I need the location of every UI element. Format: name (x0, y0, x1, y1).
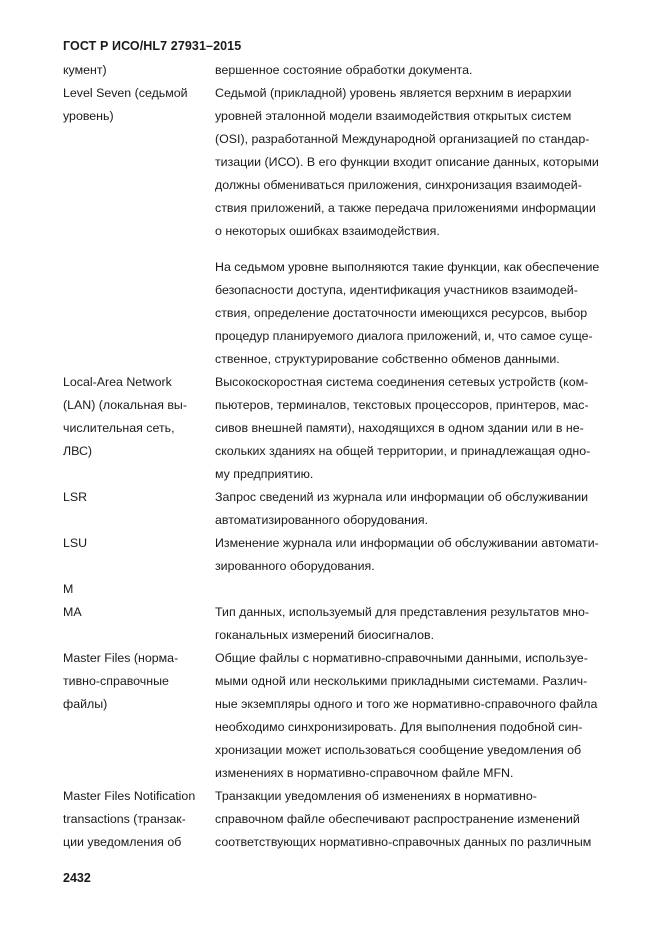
glossary-entry (63, 59, 633, 82)
term-line: Master Files (норма- (63, 651, 179, 665)
definition-line: (OSI), разработанной Международной организацией по стандар- (215, 132, 590, 146)
glossary-entry (63, 532, 633, 578)
glossary-term (63, 578, 215, 601)
definition-line: пьютеров, терминалов, текстовых процессоров, принтеров, мас- (215, 398, 589, 412)
definition-line: процедур планируемого диалога приложений, и, что самое суще- (215, 329, 593, 343)
definition-paragraph (215, 647, 633, 785)
term-line: LSU (63, 536, 88, 550)
glossary-definition (215, 532, 633, 578)
glossary-definition (215, 82, 633, 371)
definition-line: вершенное состояние обработки документа. (215, 63, 473, 77)
glossary-definition (215, 785, 633, 854)
glossary-definition (215, 486, 633, 532)
glossary-term (63, 601, 215, 647)
definition-line: ные экземпляры одного и того же нормативно-справочного файла (215, 697, 598, 711)
glossary-term (63, 647, 215, 785)
definition-line: мыми одной или несколькими прикладными системами. Различ- (215, 674, 588, 688)
glossary-definition (215, 578, 633, 601)
glossary-entry (63, 785, 633, 854)
term-line: файлы) (63, 697, 108, 711)
term-line: ЛВС) (63, 444, 93, 458)
definition-line: Транзакции уведомления об изменениях в нормативно- (215, 789, 537, 803)
glossary-entry (63, 647, 633, 785)
definition-paragraph (215, 371, 633, 486)
glossary-table (63, 59, 633, 854)
term-line: тивно-справочные (63, 674, 169, 688)
definition-line: Изменение журнала или информации об обслуживании автомати- (215, 536, 599, 550)
definition-line: необходимо синхронизировать. Для выполнения подобной син- (215, 720, 583, 734)
term-line: LSR (63, 490, 88, 504)
definition-line: автоматизированного оборудования. (215, 513, 429, 527)
glossary-term (63, 785, 215, 854)
glossary-term (63, 532, 215, 578)
term-line: Local-Area Network (63, 375, 172, 389)
definition-paragraph (215, 785, 633, 854)
glossary-term (63, 371, 215, 486)
definition-line: скольких зданиях на общей территории, и принадлежащая одно- (215, 444, 591, 458)
glossary-term (63, 486, 215, 532)
definition-line: ствия, определение достаточности имеющихся ресурсов, выбор (215, 306, 588, 320)
glossary-definition (215, 647, 633, 785)
definition-line: Высокоскоростная система соединения сетевых устройств (ком- (215, 375, 589, 389)
glossary-term (63, 59, 215, 82)
definition-paragraph (215, 532, 633, 578)
glossary-entry (63, 601, 633, 647)
definition-line: Седьмой (прикладной) уровень является верхним в иерархии (215, 86, 572, 100)
term-line: ции уведомления об (63, 835, 182, 849)
term-line: уровень) (63, 109, 114, 123)
definition-paragraph (215, 601, 633, 647)
term-line: кумент) (63, 63, 107, 77)
definition-paragraph (215, 256, 633, 371)
definition-line: ствия приложений, а также передача приложениями информации (215, 201, 596, 215)
definition-paragraph (215, 486, 633, 532)
definition-line: должны обмениваться приложения, синхронизация взаимодей- (215, 178, 582, 192)
term-line: MA (63, 605, 82, 619)
term-line: (LAN) (локальная вы- (63, 398, 187, 412)
term-line: Level Seven (седьмой (63, 86, 188, 100)
definition-line: тизации (ИСО). В его функции входит описание данных, которыми (215, 155, 599, 169)
definition-line: Запрос сведений из журнала или информации об обслуживании (215, 490, 589, 504)
glossary-definition (215, 601, 633, 647)
glossary-definition (215, 59, 633, 82)
term-line: transactions (транзак- (63, 812, 186, 826)
definition-line: Тип данных, используемый для представления результатов мно- (215, 605, 589, 619)
definition-line: му предприятию. (215, 467, 314, 481)
term-line: Master Files Notification (63, 789, 196, 803)
definition-line: сивов внешней памяти), находящихся в одном здании или в не- (215, 421, 584, 435)
glossary-term (63, 82, 215, 371)
definition-line: уровней эталонной модели взаимодействия открытых систем (215, 109, 572, 123)
glossary-entry (63, 578, 633, 601)
definition-line: Общие файлы с нормативно-справочными данными, используе- (215, 651, 588, 665)
page-number: 2432 (63, 871, 91, 885)
glossary-entry (63, 82, 633, 371)
definition-line: соответствующих нормативно-справочных данных по различным (215, 835, 592, 849)
glossary-entry (63, 371, 633, 486)
term-line: M (63, 582, 74, 596)
term-line: числительная сеть, (63, 421, 175, 435)
glossary-definition (215, 371, 633, 486)
definition-line: На седьмом уровне выполняются такие функции, как обеспечение (215, 260, 600, 274)
definition-line: гоканальных измерений биосигналов. (215, 628, 435, 642)
definition-line: изменениях в нормативно-справочном файле MFN. (215, 766, 514, 780)
definition-paragraph (215, 59, 633, 82)
definition-line: зированного оборудования. (215, 559, 375, 573)
definition-line: ственное, структурирование собственно обменов данными. (215, 352, 560, 366)
definition-paragraph (215, 82, 633, 243)
definition-line: справочном файле обеспечивают распространение изменений (215, 812, 580, 826)
definition-line: безопасности доступа, идентификация участников взаимодей- (215, 283, 578, 297)
definition-line: о некоторых ошибках взаимодействия. (215, 224, 440, 238)
definition-line: хронизации может использоваться сообщение уведомления об (215, 743, 582, 757)
document-header: ГОСТ Р ИСО/HL7 27931–2015 (63, 39, 242, 53)
glossary-entry (63, 486, 633, 532)
